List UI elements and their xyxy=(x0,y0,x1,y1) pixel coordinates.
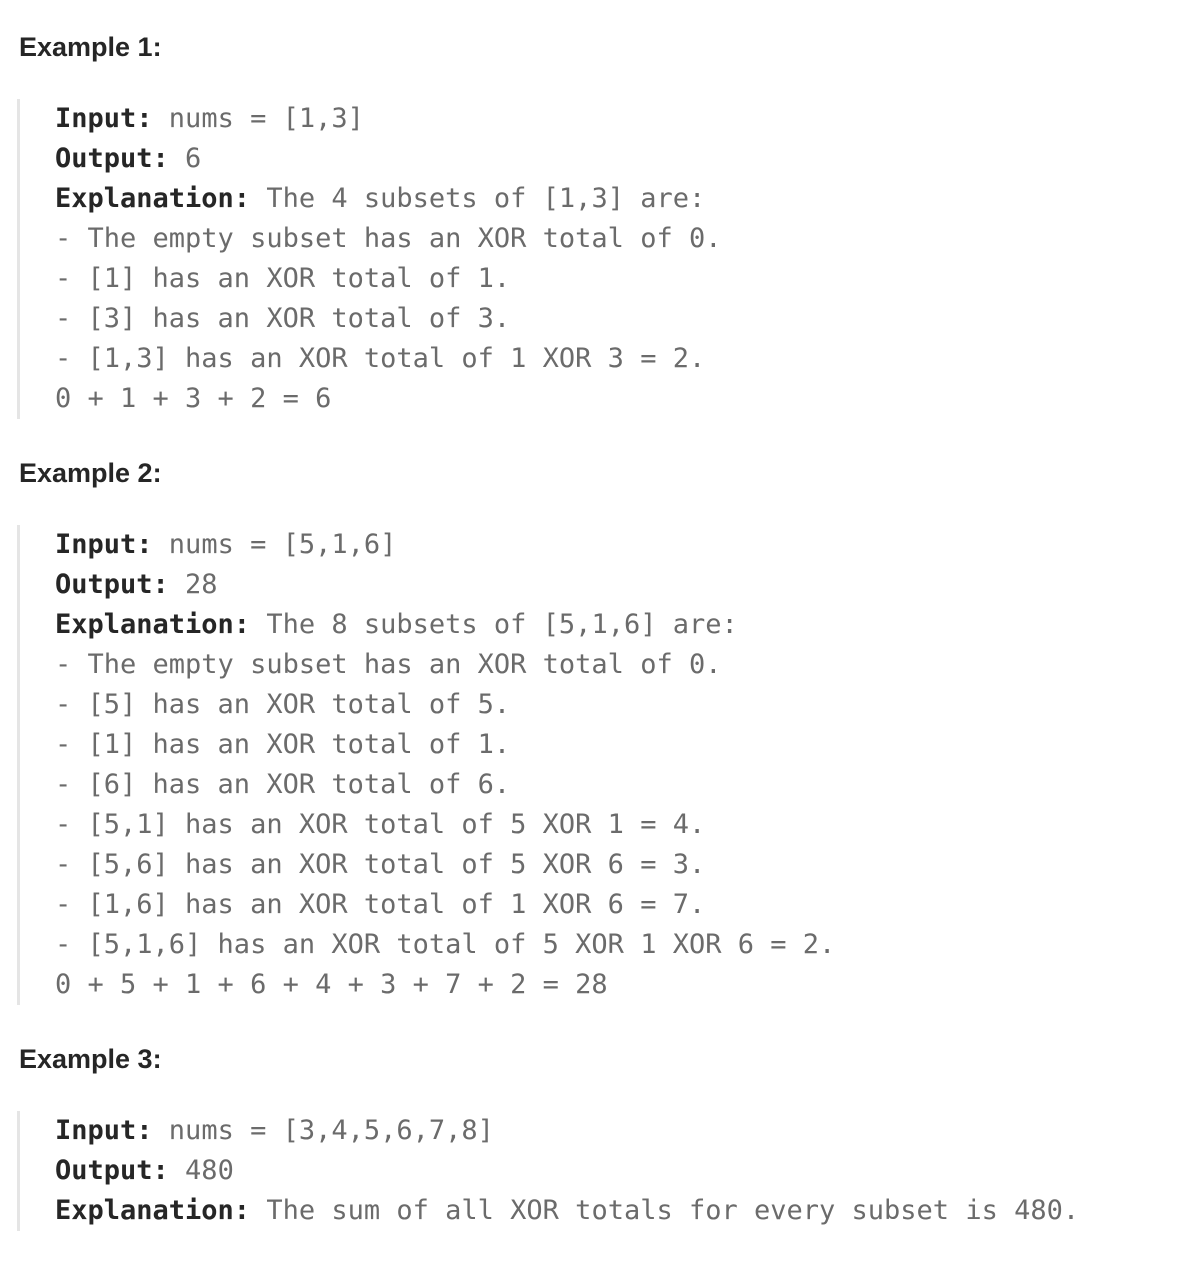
explanation-detail-line: - [5,1,6] has an XOR total of 5 XOR 1 XOR 6 = 2. xyxy=(55,929,836,960)
output-label: Output: xyxy=(55,569,169,600)
input-label: Input: xyxy=(55,103,153,134)
explanation-detail-line: - [6] has an XOR total of 6. xyxy=(55,769,511,800)
explanation-detail-line: - [5,6] has an XOR total of 5 XOR 6 = 3. xyxy=(55,849,706,880)
explanation-detail-line: - [1] has an XOR total of 1. xyxy=(55,263,511,294)
input-value: nums = [1,3] xyxy=(152,103,364,134)
example-2-explanation-line xyxy=(55,605,835,645)
explanation-text: The 8 subsets of [5,1,6] are: xyxy=(250,609,738,640)
explanation-label: Explanation: xyxy=(55,1195,251,1226)
input-label: Input: xyxy=(55,1115,153,1146)
example-3-input-line xyxy=(55,1111,1079,1151)
explanation-sum-line: 0 + 5 + 1 + 6 + 4 + 3 + 7 + 2 = 28 xyxy=(55,969,608,1000)
explanation-label: Explanation: xyxy=(55,183,251,214)
example-1-input-line xyxy=(55,99,721,139)
example-2-heading: Example 2: xyxy=(19,458,162,488)
explanation-label: Explanation: xyxy=(55,609,251,640)
example-1-output-line xyxy=(55,139,721,179)
explanation-text: The sum of all XOR totals for every subset is 480. xyxy=(250,1195,1080,1226)
example-3-heading: Example 3: xyxy=(19,1044,162,1074)
explanation-detail-line: - [1] has an XOR total of 1. xyxy=(55,729,511,760)
explanation-sum-line: 0 + 1 + 3 + 2 = 6 xyxy=(55,383,332,414)
explanation-detail-line: - The empty subset has an XOR total of 0. xyxy=(55,649,722,680)
example-3-block xyxy=(17,1111,1079,1231)
example-2-block xyxy=(17,525,835,1005)
example-1-block xyxy=(17,99,721,419)
output-value: 480 xyxy=(168,1155,234,1186)
explanation-detail-line: - [5] has an XOR total of 5. xyxy=(55,689,511,720)
explanation-detail-line: - [3] has an XOR total of 3. xyxy=(55,303,511,334)
explanation-detail-line: - The empty subset has an XOR total of 0. xyxy=(55,223,722,254)
example-3-explanation-line xyxy=(55,1191,1079,1231)
example-1-explanation-line xyxy=(55,179,721,219)
output-label: Output: xyxy=(55,143,169,174)
output-value: 6 xyxy=(168,143,202,174)
output-value: 28 xyxy=(168,569,218,600)
explanation-detail-line: - [5,1] has an XOR total of 5 XOR 1 = 4. xyxy=(55,809,706,840)
explanation-detail-line: - [1,6] has an XOR total of 1 XOR 6 = 7. xyxy=(55,889,706,920)
example-3-output-line xyxy=(55,1151,1079,1191)
output-label: Output: xyxy=(55,1155,169,1186)
example-2-output-line xyxy=(55,565,835,605)
input-value: nums = [3,4,5,6,7,8] xyxy=(152,1115,494,1146)
example-2-input-line xyxy=(55,525,835,565)
example-1-heading: Example 1: xyxy=(19,32,162,62)
input-value: nums = [5,1,6] xyxy=(152,529,397,560)
explanation-text: The 4 subsets of [1,3] are: xyxy=(250,183,706,214)
explanation-detail-line: - [1,3] has an XOR total of 1 XOR 3 = 2. xyxy=(55,343,706,374)
input-label: Input: xyxy=(55,529,153,560)
